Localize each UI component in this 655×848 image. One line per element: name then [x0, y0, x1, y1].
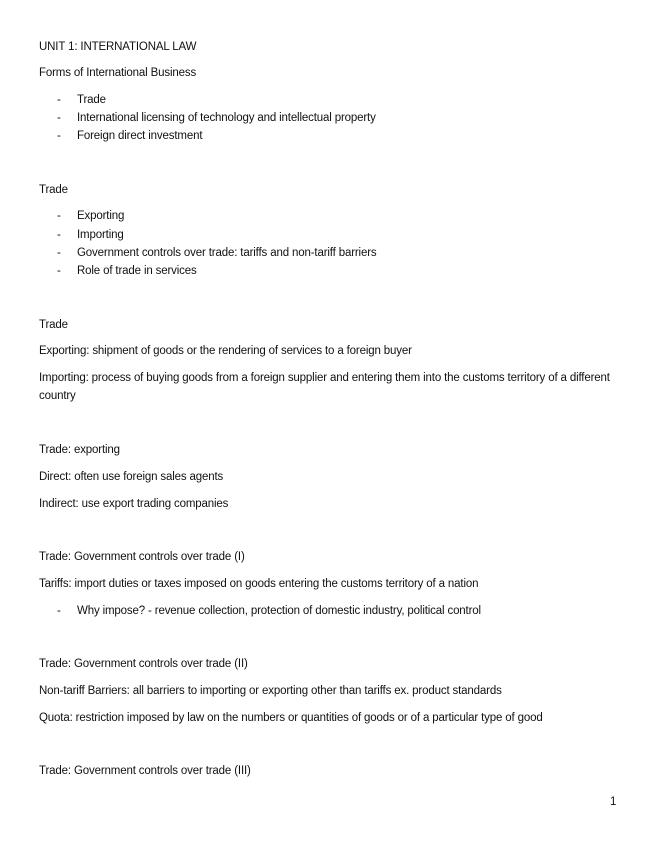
document-title: UNIT 1: INTERNATIONAL LAW	[39, 41, 197, 53]
indirect-exporting: Indirect: use export trading companies	[39, 498, 229, 510]
list-item: - International licensing of technology and intellectual property	[57, 112, 376, 124]
exporting-definition: Exporting: shipment of goods or the rendering of services to a foreign buyer	[39, 345, 412, 357]
section-heading-trade: Trade	[39, 184, 68, 196]
section-heading-exporting: Trade: exporting	[39, 444, 120, 456]
list-item: - Importing	[57, 229, 124, 241]
tariffs-definition: Tariffs: import duties or taxes imposed on goods entering the customs territory of a nation	[39, 578, 479, 590]
section-heading-trade-definitions: Trade	[39, 319, 68, 331]
quota-definition: Quota: restriction imposed by law on the numbers or quantities of goods or of a particular type of good	[39, 712, 543, 724]
list-item: - Why impose? - revenue collection, protection of domestic industry, political control	[57, 605, 481, 617]
list-item: - Government controls over trade: tariffs and non-tariff barriers	[57, 247, 377, 259]
importing-definition: Importing: process of buying goods from a foreign supplier and entering them into the customs territory of a different country	[39, 372, 610, 402]
section-heading-forms: Forms of International Business	[39, 67, 197, 79]
non-tariff-definition: Non-tariff Barriers: all barriers to importing or exporting other than tariffs ex. product standards	[39, 685, 502, 697]
section-heading-controls-1: Trade: Government controls over trade (I)	[39, 551, 245, 563]
list-item: - Exporting	[57, 210, 125, 222]
page-number: 1	[610, 796, 617, 808]
section-heading-controls-2: Trade: Government controls over trade (II)	[39, 658, 248, 670]
list-item: - Trade	[57, 94, 106, 106]
direct-exporting: Direct: often use foreign sales agents	[39, 471, 224, 483]
list-item: - Role of trade in services	[57, 265, 197, 277]
section-heading-controls-3: Trade: Government controls over trade (III)	[39, 765, 251, 777]
list-item: - Foreign direct investment	[57, 130, 203, 142]
